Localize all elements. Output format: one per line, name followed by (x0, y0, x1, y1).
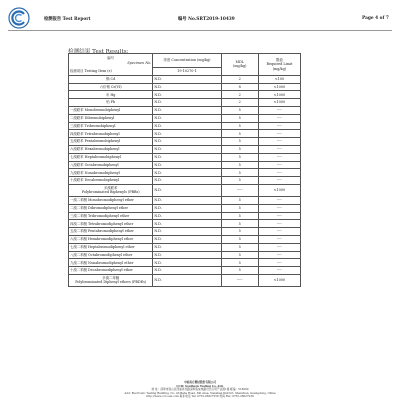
table-row (69, 228, 301, 236)
limit-cell: ---- (258, 228, 300, 236)
test-item-cell: 铅 Pb (69, 99, 153, 107)
total-item-en: Polybrominated Diphenyl ethers (PBDEs) (75, 280, 147, 285)
test-item-cell: 三溴联苯 Tribromobiphenyl (69, 122, 153, 130)
report-number: 编号 No.SRT2019-10439 (178, 17, 235, 22)
mdl-cell: 8 (221, 83, 258, 91)
concentration-cell: N.D. (153, 91, 221, 99)
concentration-cell: N.D. (153, 212, 221, 220)
report-label: 检测报告 Test Report (44, 17, 91, 22)
table-row (69, 91, 301, 99)
mdl-cell: ----- (221, 184, 258, 196)
limit-cell: ---- (258, 153, 300, 161)
table-row (69, 259, 301, 267)
test-item-cell: 二溴二苯醚 Dibromodiphenyl ether (69, 204, 153, 212)
concentration-cell: N.D. (153, 122, 221, 130)
limit-cell: ---- (258, 130, 300, 138)
table-row (69, 177, 301, 185)
mdl-cell: 5 (221, 251, 258, 259)
concentration-cell: N.D. (153, 235, 221, 243)
limit-cell: ---- (258, 204, 300, 212)
table-row (69, 153, 301, 161)
limit-cell: ---- (258, 122, 300, 130)
test-item-cell: 六溴联苯 Hexabromobiphenyl (69, 145, 153, 153)
concentration-cell: N.D. (153, 204, 221, 212)
test-item-cell: 二溴联苯 Dibromobiphenyl (69, 114, 153, 122)
table-row (69, 204, 301, 212)
header-specimen-id: 19-10270-1 (153, 68, 221, 76)
limit-cell: <1000 (258, 83, 300, 91)
test-item-cell: 五溴联苯 Pentabromobiphenyl (69, 138, 153, 146)
limit-cell: ---- (258, 251, 300, 259)
mdl-cell: 5 (221, 235, 258, 243)
mdl-cell: 2 (221, 99, 258, 107)
limit-cell: <1000 (258, 184, 300, 196)
header-mdl-unit: (mg/kg) (233, 64, 247, 69)
test-item-cell: 六溴二苯醚 Hexabromodiphenyl ether (69, 235, 153, 243)
concentration-cell: N.D. (153, 83, 221, 91)
total-item-en: Polybrominated Biphenyls (PBBs) (81, 190, 140, 195)
mdl-cell: 2 (221, 91, 258, 99)
table-row (69, 99, 301, 107)
mdl-cell: 5 (221, 130, 258, 138)
limit-cell: ---- (258, 267, 300, 275)
test-item-cell: 一溴二苯醚 Monobromodiphenyl ether (69, 196, 153, 204)
concentration-cell: N.D. (153, 228, 221, 236)
mdl-cell: 5 (221, 138, 258, 146)
test-item-cell: 七溴联苯 Heptabromobiphenyl (69, 153, 153, 161)
mdl-cell: 5 (221, 114, 258, 122)
table-row (69, 145, 301, 153)
table-row (69, 220, 301, 228)
table-row (69, 196, 301, 204)
mdl-cell: 5 (221, 243, 258, 251)
header-mdl-cell (221, 54, 258, 76)
table-row (69, 138, 301, 146)
page-number: Page 4 of 7 (362, 16, 389, 21)
limit-cell: ---- (258, 235, 300, 243)
mdl-cell: 5 (221, 161, 258, 169)
limit-cell: ---- (258, 145, 300, 153)
report-footer (0, 381, 400, 399)
mdl-cell: 5 (221, 122, 258, 130)
table-row (69, 114, 301, 122)
limit-cell: ---- (258, 106, 300, 114)
concentration-cell: N.D. (153, 259, 221, 267)
test-item-cell: 镉 Cd (69, 75, 153, 83)
limit-cell: <1000 (258, 99, 300, 107)
test-item-cell: 九溴联苯 Nonabromobiphenyl (69, 169, 153, 177)
limit-cell: ---- (258, 161, 300, 169)
mdl-cell: 2 (221, 75, 258, 83)
test-item-cell: 汞 Hg (69, 91, 153, 99)
header-limit-en: Required Limit (266, 62, 293, 67)
header-concentration: 浓度 Concentration (mg/kg) (153, 54, 221, 68)
limit-cell: ---- (258, 169, 300, 177)
mdl-cell: 5 (221, 259, 258, 267)
limit-cell: <100 (258, 75, 300, 83)
test-item-cell: 八溴联苯 Octabromobiphenyl (69, 161, 153, 169)
footer-company-cn: 中检南方测试股份有限公司 (183, 380, 217, 384)
mdl-cell: 5 (221, 212, 258, 220)
concentration-cell: N.D. (153, 106, 221, 114)
footer-contact: http://www.ccic-set.com 联系电话 Tel: 0755-26627558 传真 Fax: 0755-26627238 (146, 394, 254, 398)
total-item-cn: 多溴联苯 (103, 186, 118, 191)
footer-company-en: CCIC Southern Testing Co.,Ltd. (176, 383, 224, 388)
footer-address-cn: 地 址：深圳市南山区西丽茶光路深圳集成电路设计应用产业园1楼 邮编：518000 (151, 387, 249, 391)
mdl-cell: 5 (221, 177, 258, 185)
mdl-cell: 5 (221, 196, 258, 204)
limit-cell: ---- (258, 220, 300, 228)
table-row (69, 130, 301, 138)
concentration-cell: N.D. (153, 243, 221, 251)
test-item-cell: 六价铬 Cr(VI) (69, 83, 153, 91)
concentration-cell: N.D. (153, 251, 221, 259)
total-item-cell (69, 184, 153, 196)
concentration-cell: N.D. (153, 99, 221, 107)
mdl-cell: 5 (221, 228, 258, 236)
limit-cell: ---- (258, 212, 300, 220)
concentration-cell: N.D. (153, 161, 221, 169)
concentration-cell: N.D. (153, 130, 221, 138)
limit-cell: <1000 (258, 91, 300, 99)
header-specimen-en: Specimen No. (127, 60, 152, 65)
header-specimen-cn: 编号 (107, 56, 115, 61)
mdl-cell: 5 (221, 267, 258, 275)
report-header (8, 7, 392, 31)
mdl-cell: 5 (221, 204, 258, 212)
table-row (69, 169, 301, 177)
concentration-cell: N.D. (153, 220, 221, 228)
mdl-cell: 5 (221, 169, 258, 177)
limit-cell: <1000 (258, 274, 300, 286)
pbb-total-row (69, 184, 301, 196)
table-row (69, 243, 301, 251)
header-mdl: MDL (235, 60, 244, 65)
mdl-cell: 5 (221, 106, 258, 114)
test-item-cell: 三溴二苯醚 Tribromodiphenyl ether (69, 212, 153, 220)
concentration-cell: N.D. (153, 145, 221, 153)
section-title: 检测结果 Test Results: (68, 49, 129, 55)
concentration-cell: N.D. (153, 75, 221, 83)
test-item-cell: 八溴二苯醚 Octabromodiphenyl ether (69, 251, 153, 259)
concentration-cell: N.D. (153, 153, 221, 161)
limit-cell: ---- (258, 196, 300, 204)
company-logo-icon (8, 7, 30, 29)
limit-cell: ---- (258, 138, 300, 146)
table-row (69, 267, 301, 275)
limit-cell: ---- (258, 243, 300, 251)
test-item-cell: 十溴联苯 Decabromobiphenyl (69, 177, 153, 185)
total-item-cn: 多溴二苯醚 (102, 276, 120, 281)
header-test-item: 检测项目 Testing Item (s) (69, 68, 153, 76)
concentration-cell: N.D. (153, 138, 221, 146)
table-row (69, 83, 301, 91)
concentration-cell: N.D. (153, 274, 221, 286)
concentration-cell: N.D. (153, 177, 221, 185)
table-row (69, 75, 301, 83)
header-limit-cell (258, 54, 300, 76)
test-item-cell: 九溴二苯醚 Nonabromodiphenyl ether (69, 259, 153, 267)
total-item-cell (69, 274, 153, 286)
concentration-cell: N.D. (153, 267, 221, 275)
concentration-cell: N.D. (153, 184, 221, 196)
limit-cell: ---- (258, 114, 300, 122)
test-item-cell: 五溴二苯醚 Pentabromodiphenyl ether (69, 228, 153, 236)
limit-cell: ---- (258, 177, 300, 185)
test-item-cell: 四溴联苯 Tetrabromobiphenyl (69, 130, 153, 138)
table-header-row-1 (69, 54, 301, 68)
concentration-cell: N.D. (153, 169, 221, 177)
test-item-cell: 十溴二苯醚 Decabromodiphenyl ether (69, 267, 153, 275)
mdl-cell: 5 (221, 153, 258, 161)
table-row (69, 212, 301, 220)
footer-address-en: Add: Electronic Testing Building, No. 43 Bahe Road, Xili Area, Nanshan District, Shenzhen, Guangdong, China (124, 390, 276, 395)
table-row (69, 106, 301, 114)
table-row (69, 122, 301, 130)
pbde-total-row (69, 274, 301, 286)
table-row (69, 161, 301, 169)
concentration-cell: N.D. (153, 114, 221, 122)
concentration-cell: N.D. (153, 196, 221, 204)
header-divider (8, 30, 392, 31)
header-limit-unit: (mg/kg) (272, 66, 287, 71)
limit-cell: ---- (258, 259, 300, 267)
mdl-cell: ----- (221, 274, 258, 286)
mdl-cell: 5 (221, 220, 258, 228)
mdl-cell: 5 (221, 145, 258, 153)
header-limit-cn: 限值 (276, 57, 283, 62)
table-row (69, 251, 301, 259)
header-specimen-cell (69, 54, 153, 68)
test-item-cell: 一溴联苯 Monobromobiphenyl (69, 106, 153, 114)
results-table (68, 53, 301, 287)
test-item-cell: 四溴二苯醚 Tetrabromodiphenyl ether (69, 220, 153, 228)
table-row (69, 235, 301, 243)
test-item-cell: 七溴二苯醚 Heptabromodiphenyl ether (69, 243, 153, 251)
